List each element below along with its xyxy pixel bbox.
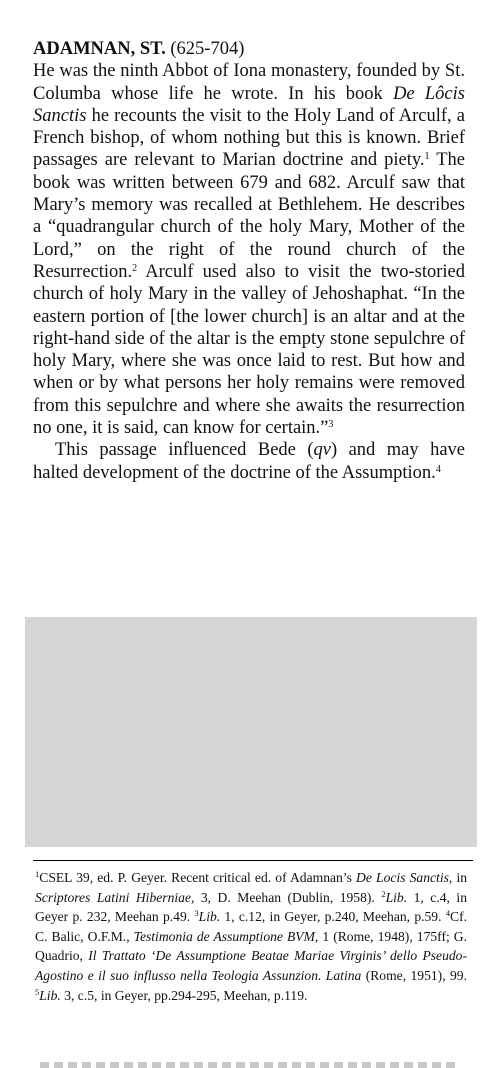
footnote-text bbox=[35, 870, 467, 1003]
dictionary-entry bbox=[33, 38, 465, 484]
text-run: Arculf used also to visit the two-storied church of holy Mary in the valley of Jehoshaphat. “In the eastern portion of [the lower church] is an altar and at the right-hand side of the altar is the empty stone sepulchre of holy Mary, where she was once laid to rest. But how and when or by what persons her holy remains were removed from this sepulchre and where she awaits the resurrection no one, it is said, can know for certain.” bbox=[33, 261, 465, 439]
footnote-marker: 4 bbox=[445, 908, 451, 919]
footnote-marker: 3 bbox=[328, 419, 334, 431]
text-run: CSEL 39, ed. P. Geyer. Recent critical ed. of Adamnan’s bbox=[39, 870, 357, 885]
text-run: This passage influenced Bede ( bbox=[55, 440, 314, 461]
footnote-marker: 1 bbox=[35, 869, 40, 879]
footnote-marker: 1 bbox=[424, 151, 430, 163]
text-run: 3, c.5, in Geyer, pp.294-295, Meehan, p.119. bbox=[60, 987, 308, 1003]
italic-run: De Lôcis Sanctis bbox=[33, 83, 465, 126]
entry-body-2 bbox=[33, 440, 465, 482]
entry-body-1 bbox=[33, 61, 465, 438]
text-run: , 1 (Rome, 1948), 175ff; G. Quadrio, bbox=[35, 928, 467, 964]
text-run: Cf. C. Balic, O.F.M., bbox=[35, 909, 468, 944]
text-run: 1, c.4, in Geyer p. 232, Meehan p.49. bbox=[35, 889, 468, 925]
entry-paragraph-2 bbox=[33, 439, 465, 484]
entry-paragraph-1 bbox=[33, 38, 465, 439]
italic-run: Lib. bbox=[39, 987, 61, 1003]
text-run: (Rome, 1951), 99. bbox=[361, 967, 467, 983]
footnotes bbox=[35, 868, 467, 1005]
redacted-image-area bbox=[25, 617, 477, 847]
entry-dates: (625-704) bbox=[170, 39, 245, 59]
text-run: He was the ninth Abbot of Iona monastery, founded by St. Columba whose life he wrote. In his book bbox=[33, 61, 465, 104]
footnote-divider bbox=[33, 860, 473, 861]
text-run: he recounts the visit to the Holy Land of Arculf, a French bishop, of whom nothing but this is known. Brief passages are relevant to Marian doctrine and piety. bbox=[33, 105, 465, 171]
italic-run: qv bbox=[313, 440, 331, 461]
text-run: , 3, D. Meehan (Dublin, 1958). bbox=[190, 889, 382, 905]
text-run: ) and may have halted development of the doctrine of the Assumption. bbox=[33, 440, 465, 483]
cropped-next-line bbox=[40, 1062, 460, 1068]
italic-run: Testimonia de Assumptione BVM bbox=[133, 928, 315, 944]
footnote-marker: 4 bbox=[435, 463, 441, 475]
italic-run: De Locis Sanctis bbox=[356, 870, 449, 885]
footnote-marker: 2 bbox=[132, 262, 138, 274]
text-run: , in bbox=[448, 870, 468, 885]
entry-headword: ADAMNAN, ST. bbox=[33, 39, 166, 59]
text-run: The book was written between 679 and 682. Arculf saw that Mary’s memory was recalled at Bethlehem. He describes a “quadrangular church of the holy Mary, Mother of the Lord,” on the right of the round church of the Resurrection. bbox=[33, 150, 465, 282]
italic-run: Il Trattato ‘De Assumptione Beatae Mariae Virginis’ dello Pseudo-Agostino e il suo influsso nella Teologia Assunzion. Latina bbox=[35, 948, 468, 983]
text-run: 1, c.12, in Geyer, p.240, Meehan, p.59. bbox=[220, 909, 446, 925]
italic-run: Scriptores Latini Hiberniae bbox=[35, 889, 191, 905]
italic-run: Lib. bbox=[198, 909, 221, 925]
footnote-marker: 2 bbox=[381, 888, 386, 899]
footnote-marker: 5 bbox=[35, 986, 40, 997]
footnote-marker: 3 bbox=[194, 908, 199, 919]
italic-run: Lib. bbox=[385, 889, 408, 905]
